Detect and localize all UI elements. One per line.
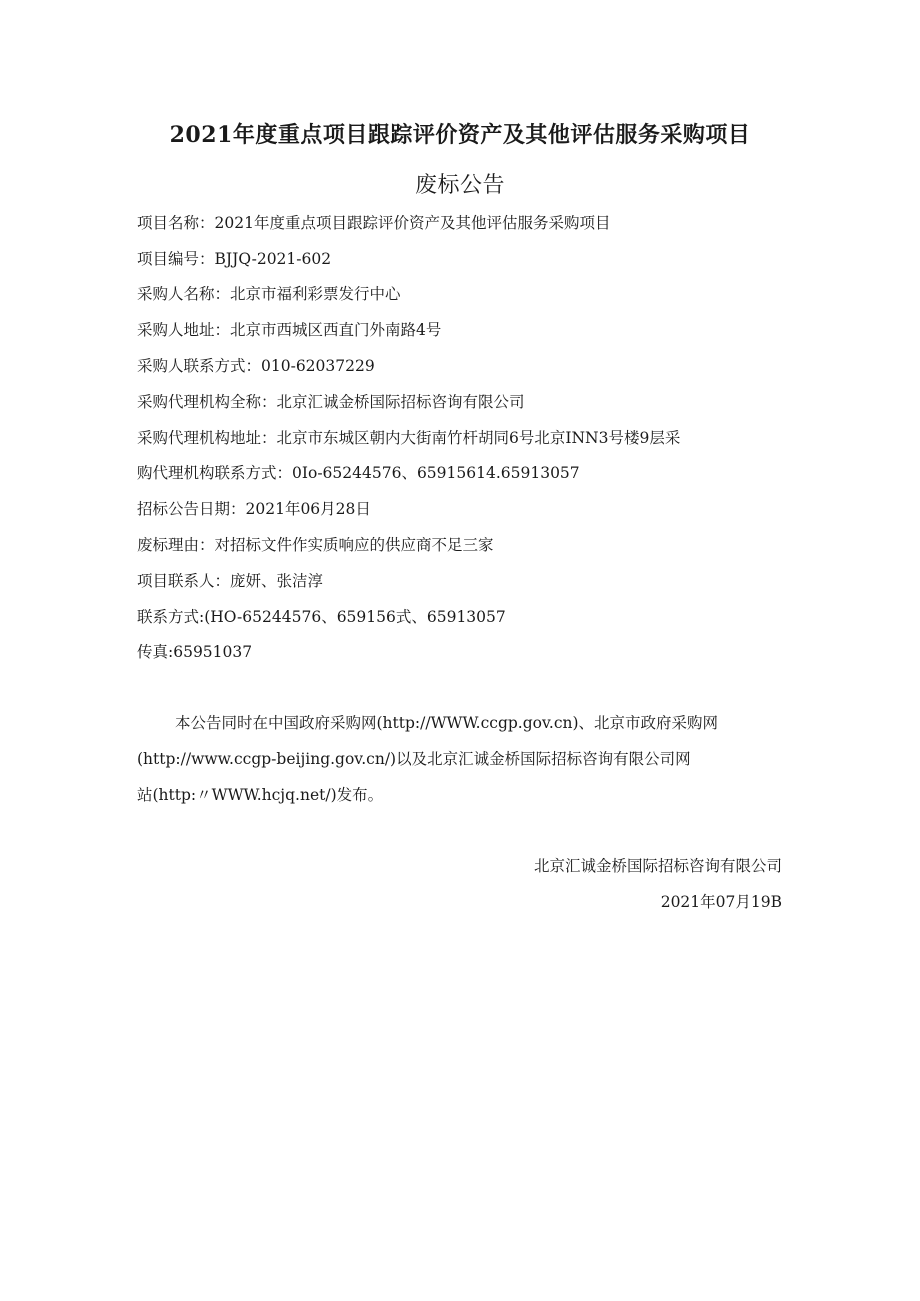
cancel-reason: 废标理由：对招标文件作实质响应的供应商不足三家 (137, 536, 494, 554)
agency-contact: 购代理机构联系方式：0Io-65244576、65915614.65913057 (137, 464, 580, 482)
fax-number: 传真:65951037 (137, 643, 253, 661)
purchaser-contact: 采购人联系方式：010-62037229 (137, 357, 375, 375)
purchaser-name: 采购人名称：北京市福利彩票发行中心 (137, 285, 401, 303)
agency-address: 采购代理机构地址：北京市东城区朝内大街南竹杆胡同6号北京INN3号楼9层采 (137, 429, 681, 447)
notice-line-1: 本公告同时在中国政府采购网(http://WWW.ccgp.gov.cn)、北京市政府采购网 (175, 714, 719, 732)
document-subtitle: 废标公告 (414, 173, 505, 198)
agency-name: 采购代理机构全称：北京汇诚金桥国际招标咨询有限公司 (137, 393, 525, 411)
tender-date: 招标公告日期：2021年06月28日 (137, 500, 371, 518)
purchaser-address: 采购人地址：北京市西城区西直门外南路4号 (137, 321, 442, 339)
notice-line-2: (http://www.ccgp-beijing.gov.cn/)以及北京汇诚金桥国际招标咨询有限公司网 (137, 750, 691, 768)
signature-company: 北京汇诚金桥国际招标咨询有限公司 (533, 857, 782, 875)
project-number: 项目编号：BJJQ-2021-602 (137, 250, 332, 268)
contact-phone: 联系方式:(HO-65244576、659156式、65913057 (137, 608, 506, 626)
notice-line-3: 站(http:〃WWW.hcjq.net/)发布。 (137, 786, 384, 804)
signature-date: 2021年07月19B (660, 893, 782, 911)
project-name: 项目名称：2021年度重点项目跟踪评价资产及其他评估服务采购项目 (137, 214, 611, 232)
document-title: 2021年度重点项目跟踪评价资产及其他评估服务采购项目 (169, 122, 751, 148)
project-contact-person: 项目联系人：庞妍、张洁淳 (137, 572, 324, 590)
